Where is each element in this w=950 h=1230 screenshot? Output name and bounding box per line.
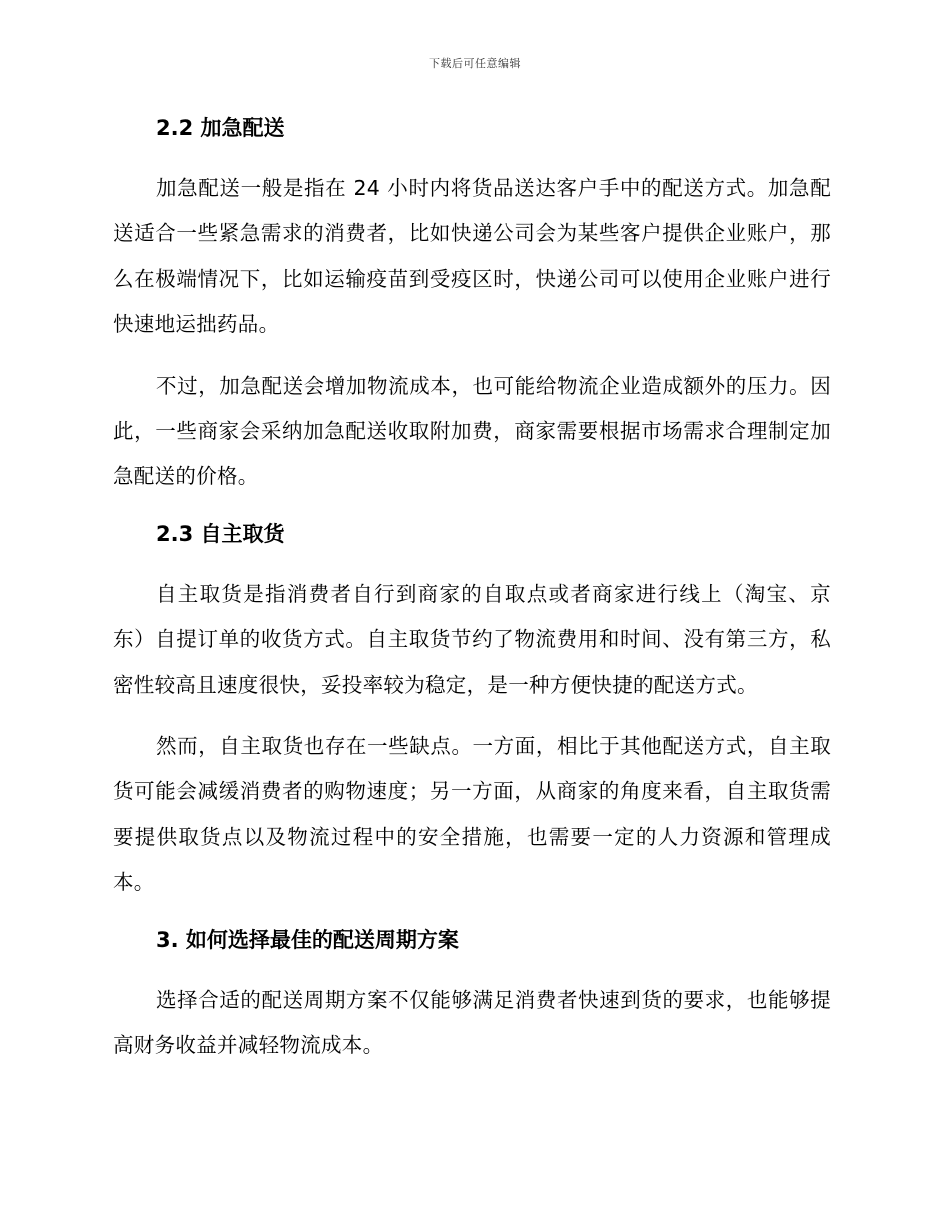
spacer <box>113 958 831 978</box>
paragraph: 然而，自主取货也存在一些缺点。一方面，相比于其他配送方式，自主取货可能会减缓消费者的购物速度；另一方面，从商家的角度来看，自主取货需要提供取货点以及物流过程中的安全措施，也需要一定的人力资源和管理成本。 <box>113 734 831 895</box>
section-heading-2-2: 2.2 加急配送 <box>156 116 285 140</box>
header-note: 下载后可任意编辑 <box>429 57 521 70</box>
paragraph: 选择合适的配送周期方案不仅能够满足消费者快速到货的要求，也能够提高财务收益并减轻物流成本。 <box>113 987 831 1058</box>
spacer <box>113 708 831 724</box>
paragraph: 加急配送一般是指在 24 小时内将货品送达客户手中的配送方式。加急配送适合一些紧急需求的消费者，比如快递公司会为某些客户提供企业账户，那么在极端情况下，比如运输疫苗到受疫区时，快递公司可以使用企业账户进行快速地运拙药品。 <box>113 176 831 337</box>
spacer <box>113 146 831 166</box>
section-heading-3: 3. 如何选择最佳的配送周期方案 <box>156 927 459 952</box>
spacer <box>113 500 831 516</box>
spacer <box>113 906 831 922</box>
paragraph: 不过，加急配送会增加物流成本，也可能给物流企业造成额外的压力。因此，一些商家会采纳加急配送收取附加费，商家需要根据市场需求合理制定加急配送的价格。 <box>113 373 831 489</box>
spacer <box>113 552 831 572</box>
paragraph: 自主取货是指消费者自行到商家的自取点或者商家进行线上（淘宝、京东）自提订单的收货方式。自主取货节约了物流费用和时间、没有第三方，私密性较高且速度很快，妥投率较为稳定，是一种方便快捷的配送方式。 <box>113 581 831 697</box>
section-heading-2-3: 2.3 自主取货 <box>156 521 285 546</box>
document-body <box>113 110 831 1069</box>
spacer <box>113 348 831 364</box>
